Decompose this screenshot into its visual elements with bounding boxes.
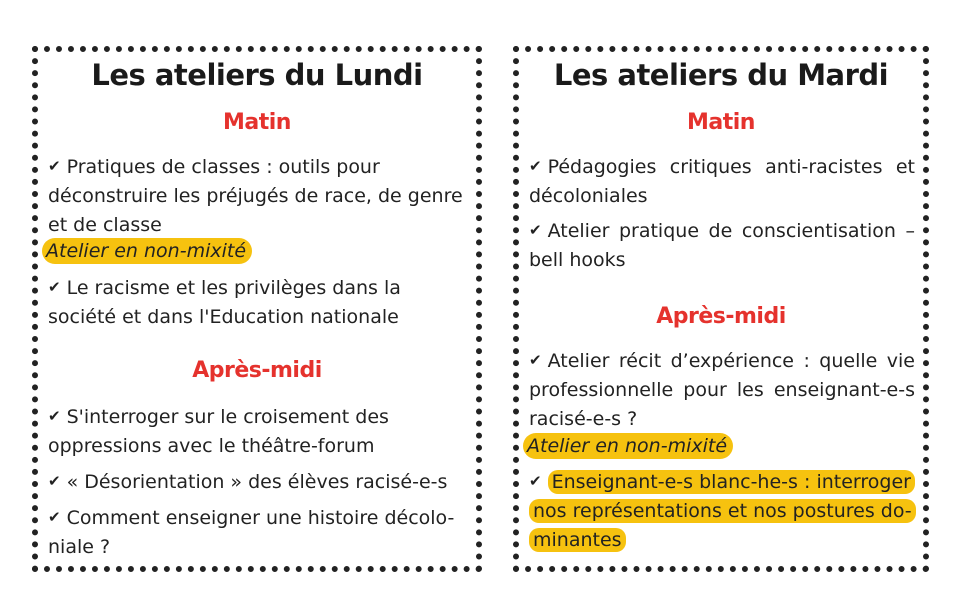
mardi-matin-label: Matin bbox=[687, 110, 755, 135]
check-icon: ✔ bbox=[529, 157, 542, 175]
mardi-apres-midi-label: Après-midi bbox=[656, 304, 786, 329]
mardi-card bbox=[513, 46, 929, 572]
check-icon: ✔ bbox=[529, 351, 542, 369]
check-icon: ✔ bbox=[529, 221, 542, 239]
lundi-non-mixite-tag: Atelier en non-mixité bbox=[42, 238, 252, 264]
mardi-matin-item-1: ✔ Pédagogies critiques anti-racistes et décoloniales bbox=[529, 156, 915, 207]
mardi-non-mixite-tag: Atelier en non-mixité bbox=[523, 433, 733, 459]
lundi-apres-midi-item-2: ✔ « Désorientation » des élèves racisé-e-s bbox=[48, 471, 448, 493]
mardi-matin-item-2: ✔ Atelier pratique de conscientisation – bell hooks bbox=[529, 220, 915, 271]
mardi-title: Les ateliers du Mardi bbox=[553, 58, 889, 92]
check-icon: ✔ bbox=[48, 157, 61, 175]
lundi-card bbox=[32, 46, 482, 572]
check-icon: ✔ bbox=[48, 407, 61, 425]
lundi-matin-item-1: ✔ Pratiques de classes : outils pour déconstruire les préjugés de race, de genre et de classe bbox=[48, 156, 463, 236]
check-icon: ✔ bbox=[48, 508, 61, 526]
lundi-apres-midi-item-1: ✔ S'interroger sur le croisement des oppressions avec le théâtre-forum bbox=[48, 406, 389, 457]
lundi-matin-label: Matin bbox=[223, 110, 291, 135]
lundi-matin-item-2: ✔ Le racisme et les privilèges dans la société et dans l'Education nationale bbox=[48, 277, 401, 328]
lundi-apres-midi-label: Après-midi bbox=[192, 358, 322, 383]
check-icon: ✔ bbox=[48, 278, 61, 296]
lundi-apres-midi-item-3: ✔ Comment enseigner une histoire décolo-niale ? bbox=[48, 507, 455, 558]
mardi-apres-midi-item-1: ✔ Atelier récit d’expérience : quelle vie professionnelle pour les enseignant-e-s racisé-e-s ? bbox=[529, 350, 915, 430]
check-icon: ✔ bbox=[48, 472, 61, 490]
lundi-title: Les ateliers du Lundi bbox=[91, 58, 423, 92]
mardi-apres-midi-item-2: ✔ Enseignant-e-s blanc-he-s : interroger nos représentations et nos postures do-minantes bbox=[529, 467, 915, 555]
check-icon: ✔ bbox=[529, 472, 542, 490]
